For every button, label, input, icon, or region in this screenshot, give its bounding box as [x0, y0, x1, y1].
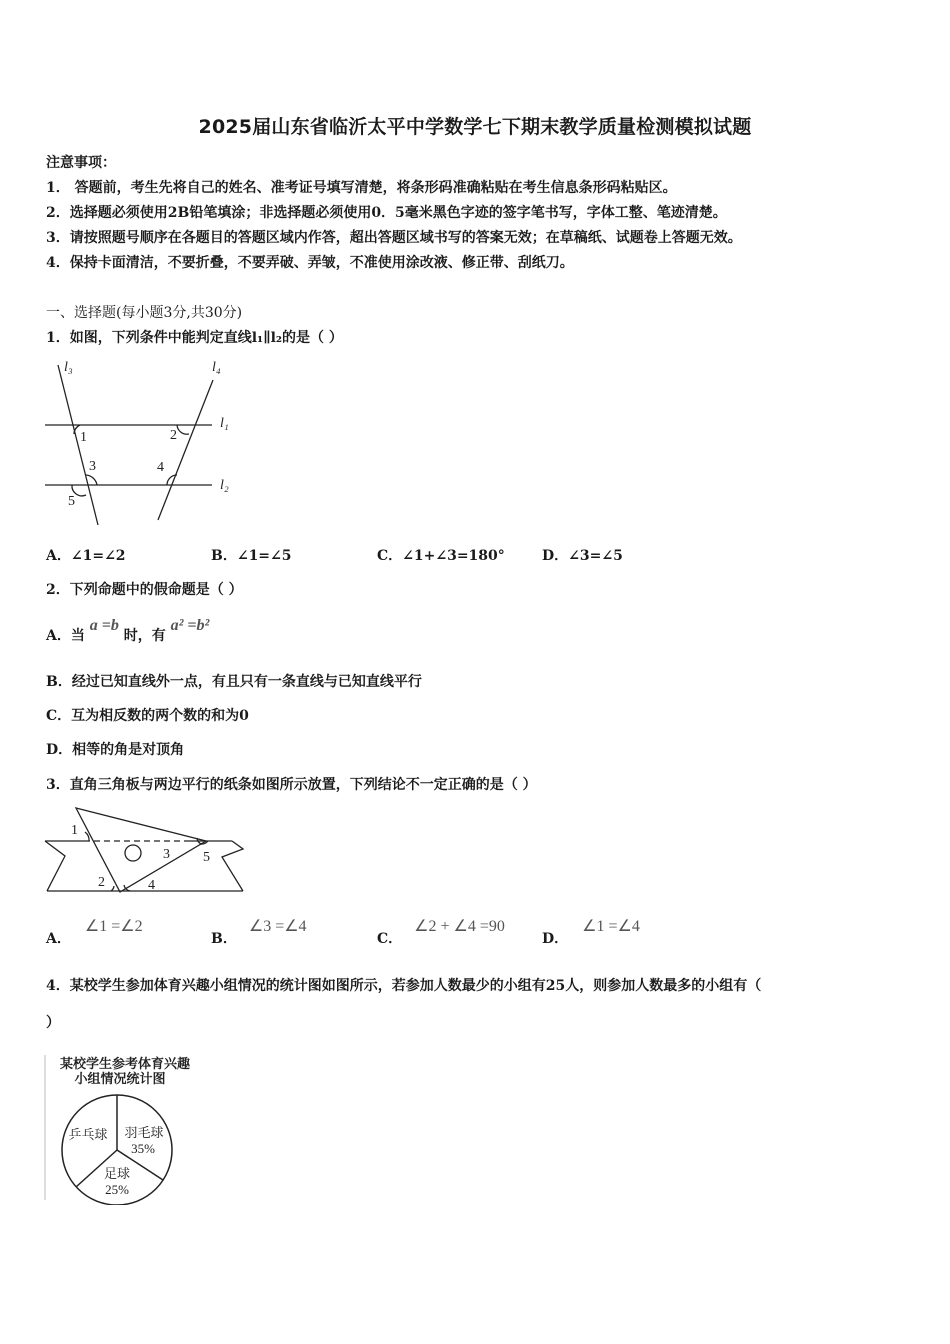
label-l3: l₃: [64, 360, 73, 375]
notice-item-4: 4．保持卡面清洁，不要折叠，不要弄破、弄皱，不准使用涂改液、修正带、刮纸刀。: [46, 255, 574, 271]
q3-option-b-letter: B．: [211, 931, 237, 947]
q2-option-a-condition: a =b: [89, 617, 119, 634]
q1-option-b[interactable]: B．∠1=∠5: [211, 548, 292, 564]
q1-stem: 1．如图，下列条件中能判定直线l₁∥l₂的是（ ）: [46, 330, 343, 346]
q3-option-b[interactable]: [211, 916, 307, 947]
q2-option-a-mid: 时，有: [123, 628, 166, 644]
notice-item-1: 1． 答题前，考生先将自己的姓名、准考证号填写清楚，将条形码准确粘贴在考生信息条形码粘贴区。: [46, 180, 677, 196]
q3-option-a-letter: A．: [46, 931, 71, 947]
angle-2-arc: [111, 886, 114, 891]
q4-stem-line1: 4．某校学生参加体育兴趣小组情况的统计图如图所示，若参加人数最少的小组有25人，则参加人数最多的小组有（: [46, 978, 762, 994]
q3-option-d-expr: ∠1 =∠4: [582, 918, 640, 935]
chart-title-line1: 某校学生参考体育兴趣: [59, 1056, 191, 1071]
label-l1: l₁: [220, 416, 229, 431]
q2-option-b[interactable]: B．经过已知直线外一点，有且只有一条直线与已知直线平行: [46, 674, 422, 690]
notice-heading: 注意事项：: [46, 155, 116, 171]
q3-option-c[interactable]: [377, 916, 505, 947]
angle-1-arc: [85, 832, 89, 841]
strip-right-zigzag: [222, 841, 243, 891]
q4-stem-line2: ）: [46, 1015, 60, 1031]
q3-figure: [40, 800, 255, 900]
q3-option-c-expr: ∠2 + ∠4 =90: [414, 918, 505, 935]
label-angle-2: 2: [170, 428, 177, 443]
label-angle-5: 5: [68, 494, 75, 509]
slice-percent-football: 25%: [105, 1182, 129, 1197]
label-angle-1: 1: [71, 823, 78, 838]
q3-option-d-letter: D．: [542, 931, 569, 947]
q2-option-d[interactable]: D．相等的角是对顶角: [46, 742, 185, 758]
line-l4: [158, 380, 213, 520]
label-l4: l₄: [212, 360, 221, 375]
section-heading: 一、选择题(每小题3分,共30分): [46, 305, 243, 321]
chart-title-line2: 小组情况统计图: [74, 1071, 166, 1086]
slice-label-badminton: 羽毛球: [124, 1125, 164, 1140]
q3-stem: 3．直角三角板与两边平行的纸条如图所示放置，下列结论不一定正确的是（ ）: [46, 777, 537, 793]
label-angle-3: 3: [163, 847, 170, 862]
q3-option-a[interactable]: [46, 916, 143, 947]
label-angle-2: 2: [98, 875, 105, 890]
q2-option-c[interactable]: C．互为相反数的两个数的和为0: [46, 708, 249, 724]
q3-option-b-expr: ∠3 =∠4: [248, 918, 307, 935]
slice-label-football: 足球: [103, 1166, 131, 1181]
label-angle-1: 1: [80, 430, 87, 445]
triangle-hole: [125, 845, 141, 861]
angle-2-arc: [177, 425, 189, 434]
label-l2: l₂: [220, 478, 229, 493]
q3-option-d[interactable]: [542, 916, 640, 947]
notice-item-2: 2．选择题必须使用2B铅笔填涂；非选择题必须使用0．5毫米黑色字迹的签字笔书写，字体工整、笔迹清楚。: [46, 205, 727, 221]
q2-option-a-conclusion: a² =b²: [170, 617, 210, 634]
q2-option-a-prefix: A．当: [46, 628, 85, 644]
q1-option-c[interactable]: C．∠1+∠3=180°: [377, 548, 505, 564]
q1-option-a[interactable]: A．∠1=∠2: [46, 548, 126, 564]
q2-option-a[interactable]: [46, 617, 210, 645]
slice-percent-badminton: 35%: [131, 1141, 155, 1156]
line-l3: [58, 365, 98, 525]
q1-option-d[interactable]: D．∠3=∠5: [542, 548, 623, 564]
q1-figure: [40, 355, 250, 530]
q4-pie-chart: [42, 1050, 217, 1205]
label-angle-4: 4: [148, 878, 155, 893]
page-title: 2025届山东省临沂太平中学数学七下期末教学质量检测模拟试题: [198, 116, 752, 138]
q2-stem: 2．下列命题中的假命题是（ ）: [46, 582, 243, 598]
q3-option-c-letter: C．: [377, 931, 403, 947]
label-angle-3: 3: [89, 459, 96, 474]
slice-label-pingpong: 乒乓球: [68, 1127, 108, 1142]
strip-left-zigzag: [45, 841, 65, 891]
label-angle-5: 5: [203, 850, 210, 865]
label-angle-4: 4: [157, 460, 164, 475]
notice-item-3: 3．请按照题号顺序在各题目的答题区域内作答，超出答题区域书写的答案无效；在草稿纸、试题卷上答题无效。: [46, 230, 742, 246]
q3-option-a-expr: ∠1 =∠2: [84, 918, 143, 935]
